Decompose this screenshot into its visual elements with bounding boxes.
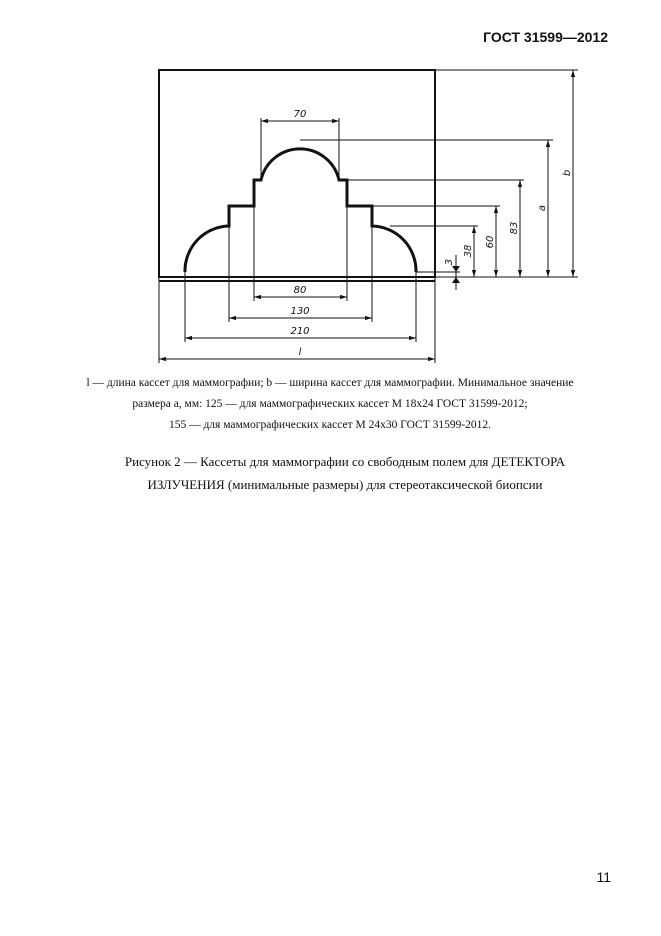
figure-caption — [95, 450, 595, 496]
dim-label-a: a — [537, 204, 548, 212]
page-header: ГОСТ 31599—2012 — [483, 29, 608, 45]
cassette-outline — [159, 70, 435, 277]
page-number: 11 — [596, 869, 611, 885]
dim-label-b: b — [562, 169, 573, 177]
dim-label-130: 130 — [290, 306, 310, 317]
free-field-profile — [185, 149, 416, 272]
extension-lines — [159, 70, 578, 363]
legend-line-1: l — длина кассет для маммографии; b — ширина кассет для маммографии. Минимальное значение — [86, 377, 574, 389]
dim-label-38: 38 — [463, 244, 474, 258]
dim-label-3: 3 — [444, 258, 455, 266]
caption-line-1: Рисунок 2 — Кассеты для маммографии со свободным полем для ДЕТЕКТОРА — [124, 454, 566, 469]
dim-label-80: 80 — [293, 285, 307, 296]
legend-line-2: размера a, мм: 125 — для маммографических кассет М 18x24 ГОСТ 31599-2012; — [132, 398, 528, 410]
dim-label-60: 60 — [485, 235, 496, 249]
cassette-drawing — [0, 0, 661, 370]
dim-label-210: 210 — [290, 326, 310, 337]
figure-legend — [80, 373, 580, 436]
dim-label-83: 83 — [509, 221, 520, 235]
legend-line-3: 155 — для маммографических кассет М 24x30 ГОСТ 31599-2012. — [168, 419, 492, 431]
dim-label-70: 70 — [293, 109, 307, 120]
dim-label-l: l — [298, 347, 302, 358]
caption-line-2: ИЗЛУЧЕНИЯ (минимальные размеры) для стереотаксической биопсии — [147, 477, 543, 492]
